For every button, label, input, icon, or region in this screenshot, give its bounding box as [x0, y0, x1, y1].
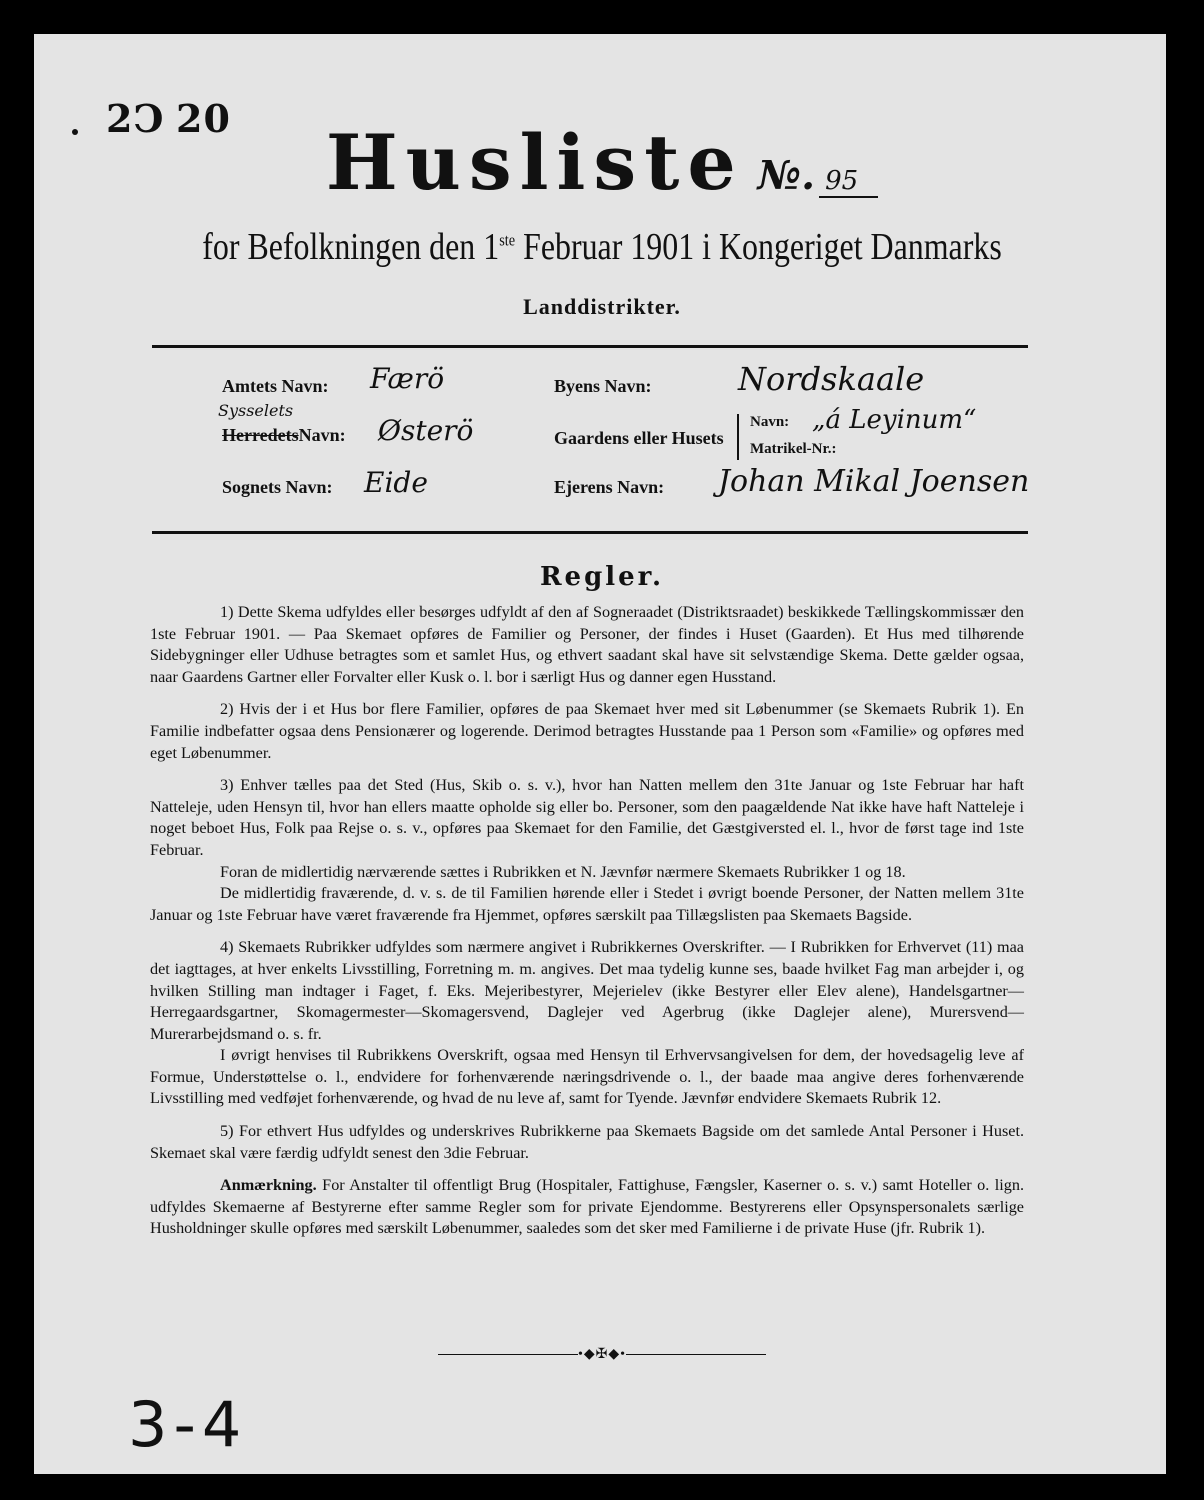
subtitle-pre: for Befolkningen den 1	[202, 226, 500, 268]
subtitle-post: Februar 1901 i Kongeriget Danmarks	[515, 226, 1002, 268]
house-number: 95	[819, 166, 878, 198]
gaard-navn-value: „á Leyinum“	[812, 405, 977, 435]
rule-1: 1) Dette Skema udfyldes eller besørges udfyldt af den af Sogneraadet (Distriktsraadet) beskikkede Tællingskommissær den 1ste Februar 1901. — Paa Skemaet opføres de Familier og Personer, der findes i Huset (Gaarden). Et Hus med tilhørende Sidebygninger eller Udhuse betragtes som et samlet Hus, og ethvert saadant skal have sit selvstændige Skema. Dette gælder ogsaa, naar Gaardens Gartner eller Forvalter eller Kusk o. l. bor i særligt Hus og danner egen Husstand.	[150, 603, 1024, 686]
rule-4-oevrigt: I øvrigt henvises til Rubrikkens Overskrift, ogsaa med Hensyn til Erhvervsangivelsen for dem, der hovedsagelig leve af Formue, Understøttelse o. l., endvidere for forhenværende næringsdrivende o. l., der baade maa angive deres forhenværende Livsstilling med vedføjet forhenværende, og hvad de nu leve af, samt for Tyende. Jævnfør endvidere Skemaets Rubrik 12.	[150, 1046, 1024, 1108]
ornament-line-right	[626, 1354, 766, 1355]
ejer-label: Ejerens Navn:	[554, 477, 665, 497]
page-title: Husliste	[325, 118, 744, 207]
page-number-right: 20	[176, 96, 231, 141]
herred-label-rest: Navn:	[298, 425, 346, 445]
annotation-text: For Anstalter til offentligt Brug (Hospitaler, Fattighuse, Fængsler, Kaserner o. s. v.) samt Hoteller o. lign. udfyldes Skemaerne af Bestyrerne efter samme Regler som for private Ejendomme. Bestyrerens eller Opsynspersonalets særlige Husholdninger skulle opføres med særskilt Løbenummer, saaledes som det sker med Familierne i de private Huse (jfr. Rubrik 1).	[150, 1176, 1024, 1238]
herred-value: Østerö	[378, 414, 474, 447]
ejer-value: Johan Mikal Joensen	[718, 464, 1030, 499]
by-label: Byens Navn:	[554, 376, 652, 396]
ornament-divider	[0, 1346, 1204, 1363]
gaard-navn-label: Navn:	[750, 414, 790, 430]
page-number-left: 2Ͻ	[106, 96, 165, 141]
rule-5: 5) For ethvert Hus udfyldes og underskrives Rubrikkerne paa Skemaets Bagside om det samlede Antal Personer i Huset. Skemaet skal være færdig udfyldt senest den 3die Februar.	[150, 1122, 1024, 1162]
top-rule	[152, 345, 1028, 348]
amt-label: Amtets Navn:	[222, 376, 329, 396]
amt-value: Færö	[370, 362, 445, 395]
annotation-label: Anmærkning.	[220, 1176, 317, 1195]
subtitle-sup: ste	[499, 230, 516, 250]
rule-3: 3) Enhver tælles paa det Sted (Hus, Skib o. s. v.), hvor han Natten mellem den 31te Januar og 1ste Februar har haft Natteleje, uden Hensyn til, hvor han ellers maatte opholde sig eller bo. Personer, som den paagældende Nat ikke have haft Natteleje i noget beboet Hus, Folk paa Rejse o. s. v., opføres paa Skemaet for den Familie, det Gæstgiversted el. l., hvor de først tage ind 1ste Februar.	[150, 776, 1024, 859]
annotation	[150, 1175, 1024, 1240]
sogn-label: Sognets Navn:	[222, 477, 333, 497]
district-label: Landdistrikter.	[523, 294, 681, 319]
rules-body	[150, 602, 1024, 1251]
herred-struck: Herredets	[222, 425, 299, 445]
rule-4: 4) Skemaets Rubrikker udfyldes som nærmere angivet i Rubrikkernes Overskrifter. — I Rubrikken for Erhvervet (11) maa det iagttages, at hver enkelts Livsstilling, Forretning m. m. angives. Det maa tydelig kunne ses, baade hvilket Fag man arbejder i, og hvilken Stilling man indtager i Faget, f. Eks. Mejeribestyrer, Mejerielev (ikke Bestyrer eller Elev alene), Handelsgartner—Herregaardsgartner, Skomagermester—Skomagersvend, Daglejer ved Agerbrug (ikke Daglejer alene), Murersvend—Murerarbejdsmand o. s. fr.	[150, 938, 1024, 1043]
rule-3-fravaerende: De midlertidig fraværende, d. v. s. de til Familien hørende eller i Stedet i øvrigt boende Personer, der Natten mellem 31te Januar og 1ste Februar have været fraværende fra Hjemmet, opføres særskilt paa Tillægslisten paa Skemaets Bagside.	[150, 884, 1024, 924]
rule-3-foran: Foran de midlertidig nærværende sættes i Rubrikken et N. Jævnfør nærmere Skemaets Rubrikker 1 og 18.	[220, 862, 906, 881]
herred-label	[222, 425, 346, 446]
by-value: Nordskaale	[738, 360, 925, 398]
sogn-value: Eide	[364, 466, 428, 499]
rules-heading: Regler.	[539, 562, 665, 592]
bottom-rule	[152, 531, 1028, 534]
ornament-glyph: •◆✠◆•	[577, 1347, 627, 1362]
ornament-line-left	[438, 1354, 578, 1355]
subtitle	[96, 225, 1107, 269]
gaard-label: Gaardens eller Husets	[554, 428, 724, 448]
number-sign: №.	[757, 152, 816, 199]
rule-2: 2) Hvis der i et Hus bor flere Familier, opføres de paa Skemaet hver med sit Løbenummer (se Skemaets Rubrik 1). En Familie indbefatter ogsaa dens Pensionærer og logerende. Derimod betragtes Husstande paa 1 Person som «Familie» og opføres med eget Løbenummer.	[150, 700, 1024, 762]
bottom-handwritten-note: 3-4	[128, 1388, 248, 1461]
herred-handwritten: Sysselets	[218, 401, 294, 420]
title-row	[0, 118, 1204, 207]
matrikel-label: Matrikel-Nr.:	[750, 441, 837, 457]
gaard-bracket	[737, 414, 739, 460]
